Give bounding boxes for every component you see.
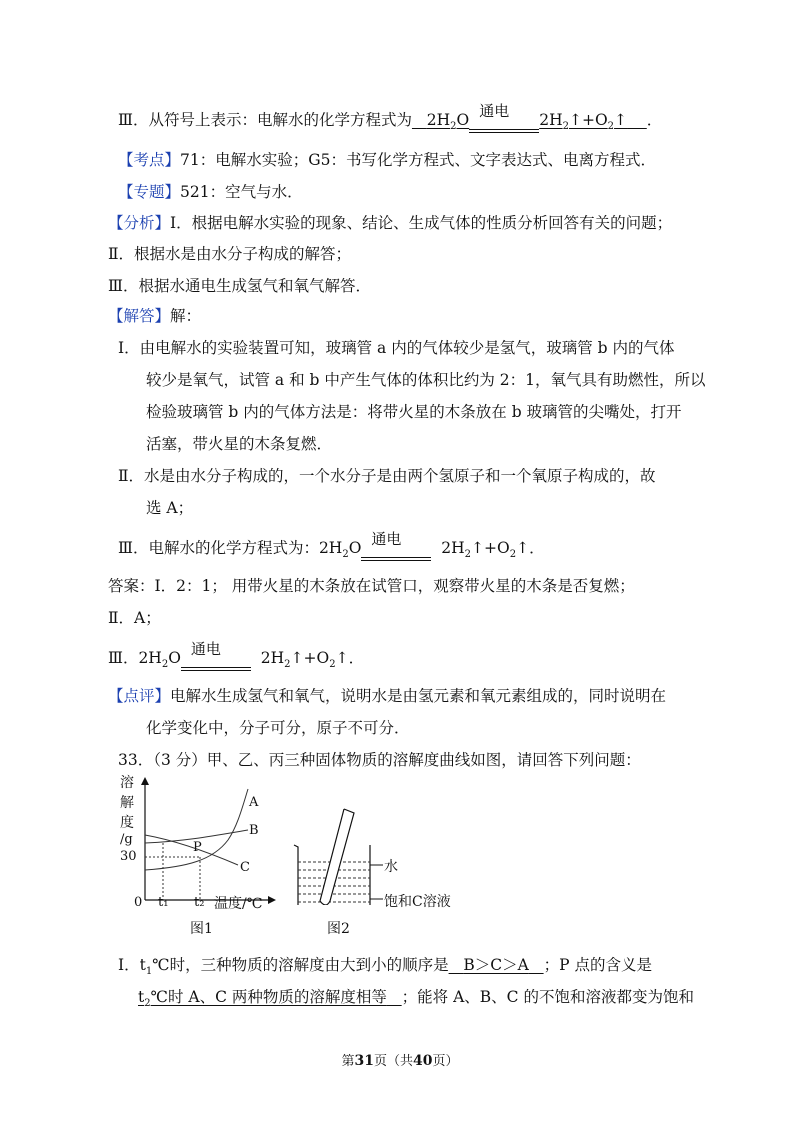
jieda-1d: 活塞，带火星的木条复燃． (146, 435, 333, 453)
jieda-1a: Ⅰ．由电解水的实验装置可知，玻璃管 a 内的气体较少是氢气，玻璃管 b 内的气体 (118, 339, 675, 357)
condition-arrow: 通电 (469, 117, 539, 137)
fenxi-line-2: Ⅱ．根据水是由水分子构成的解答； (108, 245, 352, 263)
answer-point-p: $t_2℃$时 A、C 两种物质的溶解度相等 (138, 988, 387, 1010)
page-number: 31 (354, 1053, 374, 1069)
y-label-3: 度 (120, 815, 134, 831)
jieda-1b: 较少是氧气，试管 a 和 b 中产生气体的体积比约为 2：1，氧气具有助燃性，所以 (146, 371, 706, 389)
fenxi-tag: 【分析】 (108, 214, 171, 232)
jieda-3: Ⅲ．电解水的化学方程式为：$2H_2O$ 通电 $2H_2↑+O_2↑$． (118, 538, 545, 565)
equation-prefix: Ⅲ．从符号上表示：电解水的化学方程式为 (118, 111, 412, 129)
curve-c (145, 835, 238, 865)
answer-line-3: Ⅲ．$2H_2O$ 通电 $2H_2↑+O_2↑$． (108, 648, 364, 675)
condition-arrow-3: 通电 (181, 655, 251, 675)
curve-a (145, 789, 248, 870)
answer-line-1: 答案：Ⅰ．2：1； 用带火星的木条放在试管口，观察带火星的木条是否复燃； (108, 577, 635, 595)
figure-2-caption: 图2 (327, 921, 350, 937)
figure-1-caption: 图1 (190, 921, 213, 937)
jieda-tag: 【解答】 (108, 307, 171, 325)
water-label: 水 (384, 859, 398, 875)
solution-label: 饱和C溶液 (384, 894, 451, 910)
question-33: 33．（3 分）甲、乙、丙三种固体物质的溶解度曲线如图，请回答下列问题： (118, 751, 641, 769)
dianping-line: 【点评】电解水生成氢气和氧气，说明水是由氢元素和氧元素组成的，同时说明在 (108, 687, 667, 705)
kaodian-tag: 【考点】 (118, 151, 181, 169)
fenxi-line: 【分析】Ⅰ．根据电解水实验的现象、结论、生成气体的性质分析回答有关的问题； (108, 214, 673, 232)
dianping-line-2: 化学变化中，分子可分，原子不可分． (146, 719, 410, 737)
y-label-1: 溶 (120, 775, 134, 791)
zhuanti-line: 【专题】521：空气与水． (118, 183, 303, 201)
page-footer: 第31页（共40页） (341, 1053, 459, 1069)
label-c: C (240, 860, 250, 875)
answer-order: B＞C＞A (463, 956, 529, 974)
equation-line-1: Ⅲ．从符号上表示：电解水的化学方程式为 $2H_2O$ 通电 $2H_2↑+O_2↑$ ． (118, 110, 662, 137)
equation-answer: $2H_2O$ 通电 $2H_2↑+O_2↑$ (412, 111, 647, 129)
fenxi-line-3: Ⅲ．根据水通电生成氢气和氧气解答． (108, 277, 371, 295)
question-33-i-a: Ⅰ．$t_1℃$时，三种物质的溶解度由大到小的顺序是 B＞C＞A ；P 点的含义是 (118, 956, 652, 978)
question-33-i-b: $t_2℃$时 A、C 两种物质的溶解度相等 ；能将 A、B、C 的不饱和溶液都变为饱和 (138, 988, 694, 1010)
jieda-2a: Ⅱ．水是由水分子构成的，一个水分子是由两个氢原子和一个氧原子构成的，故 (118, 467, 656, 485)
label-a: A (249, 795, 259, 810)
page-total: 40 (413, 1053, 433, 1069)
y-tick-30: 30 (120, 849, 137, 864)
label-p: P (193, 840, 202, 855)
condition-arrow-2: 通电 (361, 545, 431, 565)
origin-label: 0 (134, 895, 143, 910)
y-label-2: 解 (120, 795, 134, 811)
answer-line-2: Ⅱ．A； (108, 609, 161, 627)
label-b: B (249, 823, 259, 838)
x-axis-label: 温度/℃ (214, 896, 263, 912)
tick-t2: t₂ (194, 895, 205, 910)
y-label-4: /g (120, 832, 133, 847)
dianping-tag: 【点评】 (108, 687, 171, 705)
jieda-line: 【解答】解： (108, 307, 202, 325)
tick-t1: t₁ (158, 895, 169, 910)
jieda-2b: 选 A； (146, 499, 194, 517)
beaker-figure (288, 805, 388, 905)
zhuanti-tag: 【专题】 (118, 183, 181, 201)
jieda-1c: 检验玻璃管 b 内的气体方法是：将带火星的木条放在 b 玻璃管的尖嘴处，打开 (146, 403, 682, 421)
kaodian-line: 【考点】71：电解水实验；G5：书写化学方程式、文字表达式、电离方程式． (118, 151, 656, 169)
